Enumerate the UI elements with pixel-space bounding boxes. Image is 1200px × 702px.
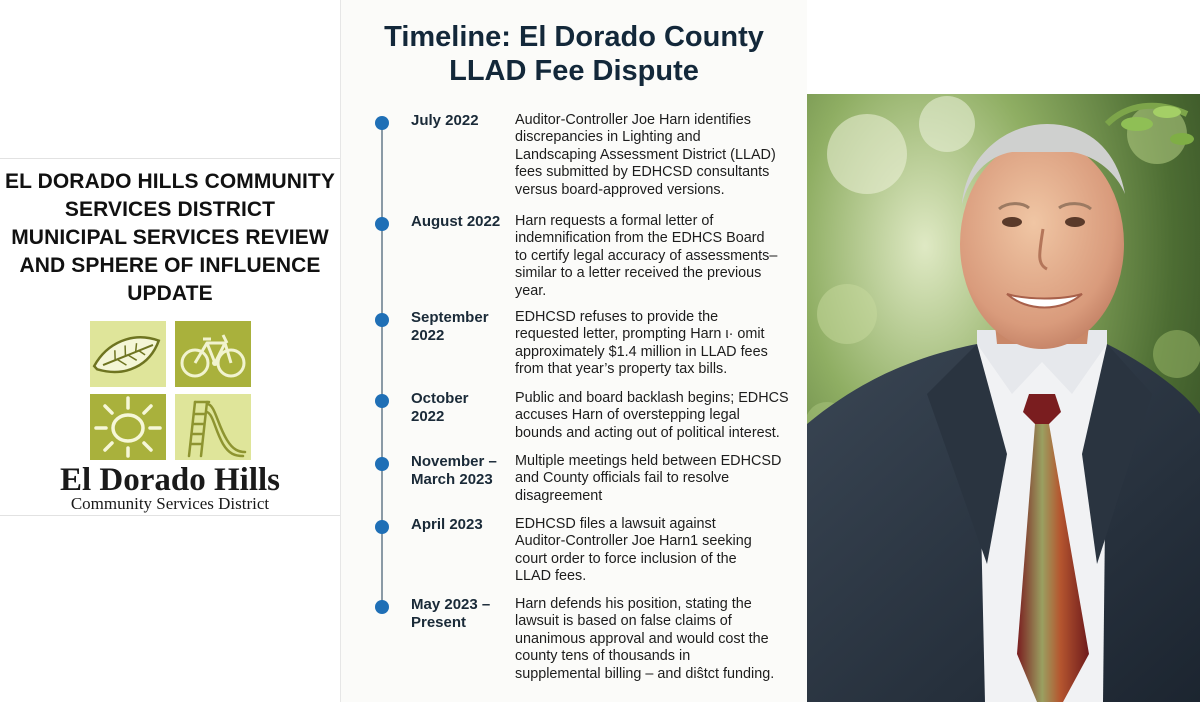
event-desc-line: and County officials fail to resolve	[515, 470, 730, 487]
event-desc-line: Harn requests a formal letter of	[515, 213, 714, 229]
event-date-line: August 2022	[411, 213, 501, 230]
event-desc-line: LLAD fees.	[515, 568, 587, 585]
event-description	[515, 453, 803, 505]
event-desc-line: Auditor-Controller Joe Harn1 seeking	[515, 533, 752, 550]
edhcsd-logo	[90, 321, 252, 461]
event-desc-line: approximately $1.4 million in LLAD fees	[515, 343, 768, 360]
timeline-marker	[375, 520, 389, 534]
event-description	[515, 390, 803, 442]
event-desc-line: Harn defends his position, stating the	[515, 596, 752, 612]
event-desc-line: county tens of thousands in	[515, 648, 691, 665]
event-desc-line: versus board-approved versions.	[515, 181, 725, 198]
bottom-divider	[0, 515, 340, 516]
timeline-marker	[375, 457, 389, 471]
timeline-axis	[381, 124, 383, 608]
report-title	[0, 168, 340, 308]
logo-name: El Dorado Hills	[59, 462, 281, 498]
timeline-marker	[375, 116, 389, 130]
event-desc-line: supplemental billing – and diŝtct funding.	[515, 665, 775, 682]
timeline-panel	[341, 0, 807, 702]
timeline-title-line: LLAD Fee Dispute	[449, 55, 699, 87]
report-title-line: UPDATE	[127, 282, 213, 305]
event-date	[411, 516, 515, 534]
timeline-marker	[375, 313, 389, 327]
event-date	[411, 596, 515, 632]
event-date-line: November –	[411, 453, 497, 470]
report-title-line: AND SPHERE OF INFLUENCE	[19, 254, 321, 277]
event-date-line: 2022	[411, 327, 445, 344]
event-desc-line: Multiple meetings held between EDHCSD	[515, 453, 782, 469]
event-date	[411, 213, 515, 231]
event-date-line: 2022	[411, 408, 445, 425]
event-description	[515, 309, 803, 379]
logo-subtitle: Community Services District	[70, 494, 270, 513]
report-title-line: SERVICES DISTRICT	[64, 198, 276, 221]
event-date-line: March 2023	[411, 471, 493, 488]
event-desc-line: indemnification from the EDHCS Board	[515, 230, 765, 247]
event-description	[515, 516, 803, 586]
event-date-line: May 2023 –	[411, 596, 491, 613]
event-desc-line: disagreement	[515, 487, 603, 504]
timeline-title	[341, 20, 807, 88]
timeline-marker	[375, 600, 389, 614]
event-desc-line: discrepancies in Lighting and	[515, 129, 701, 146]
top-divider	[0, 158, 340, 159]
timeline-marker	[375, 217, 389, 231]
event-date	[411, 390, 515, 426]
event-desc-line: bounds and acting out of political interest.	[515, 424, 780, 441]
sun-icon	[90, 394, 166, 460]
event-description	[515, 596, 803, 683]
event-desc-line: year.	[515, 282, 547, 299]
event-desc-line: Auditor-Controller Joe Harn identifies	[515, 112, 751, 128]
event-desc-line: court order to force inclusion of the	[515, 550, 737, 567]
event-date-line: July 2022	[411, 112, 479, 129]
event-description	[515, 112, 803, 199]
timeline-marker	[375, 394, 389, 408]
event-desc-line: similar to a letter received the previous	[515, 265, 762, 282]
event-desc-line: to certify legal accuracy of assessments–	[515, 247, 778, 264]
event-date	[411, 112, 515, 130]
event-desc-line: unanimous approval and would cost the	[515, 630, 769, 647]
event-date-line: Present	[411, 614, 467, 631]
event-desc-line: accuses Harn of overstepping legal	[515, 407, 740, 424]
event-desc-line: Public and board backlash begins; EDHCS	[515, 390, 789, 406]
playground-slide-icon	[175, 394, 251, 460]
event-description	[515, 213, 803, 300]
event-date-line: October	[411, 390, 469, 407]
event-desc-line: EDHCSD files a lawsuit against	[515, 516, 716, 532]
event-desc-line: lawsuit is based on false claims of	[515, 613, 732, 630]
report-title-line: MUNICIPAL SERVICES REVIEW	[11, 226, 329, 249]
event-desc-line: fees submitted by EDHCSD consultants	[515, 164, 770, 181]
report-cover-panel	[0, 0, 340, 702]
event-desc-line: Landscaping Assessment District (LLAD)	[515, 146, 776, 163]
event-date-line: April 2023	[411, 516, 483, 533]
report-title-line: EL DORADO HILLS COMMUNITY	[5, 170, 335, 193]
leaf-icon	[90, 321, 166, 387]
event-desc-line: EDHCSD refuses to provide the	[515, 309, 719, 325]
bicycle-icon	[175, 321, 251, 387]
event-date	[411, 309, 515, 345]
event-desc-line: from that year’s property tax bills.	[515, 361, 728, 378]
timeline-title-line: Timeline: El Dorado County	[384, 21, 764, 53]
event-date	[411, 453, 515, 489]
event-date-line: September	[411, 309, 489, 326]
portrait-photo	[807, 94, 1200, 702]
event-desc-line: requested letter, prompting Harn ι· omit	[515, 326, 765, 343]
